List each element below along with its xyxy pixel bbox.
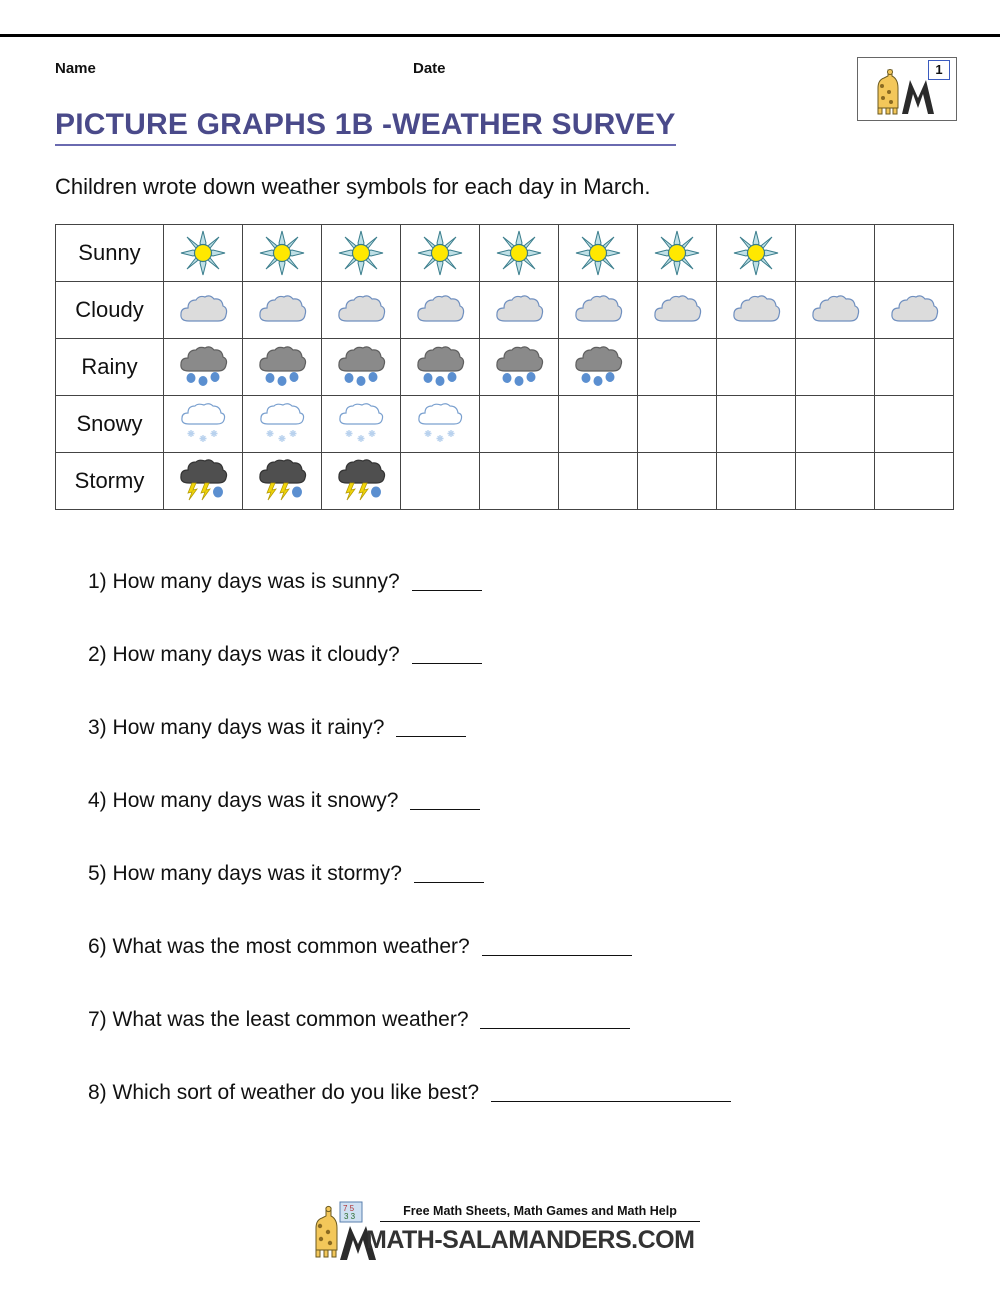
question-item xyxy=(88,1081,948,1105)
svg-text:7 5: 7 5 xyxy=(343,1204,355,1213)
empty-cell xyxy=(401,453,480,510)
cloud-icon xyxy=(414,293,466,327)
row-label-snowy: Snowy xyxy=(56,396,164,453)
storm-cell xyxy=(322,453,401,510)
answer-blank[interactable] xyxy=(482,955,632,956)
sun-icon xyxy=(180,230,226,276)
question-text: How many days was it stormy? xyxy=(112,862,402,885)
cloud-cell xyxy=(480,282,559,339)
snow-cell xyxy=(243,396,322,453)
answer-blank[interactable] xyxy=(410,809,480,810)
cloud-cell xyxy=(638,282,717,339)
empty-cell xyxy=(638,396,717,453)
footer-tagline: Free Math Sheets, Math Games and Math Help xyxy=(380,1204,700,1222)
rain-cell xyxy=(322,339,401,396)
rain-cell xyxy=(401,339,480,396)
empty-cell xyxy=(717,339,796,396)
level-number: 1 xyxy=(928,60,950,80)
table-row xyxy=(56,396,954,453)
snow-cloud-icon xyxy=(256,402,308,446)
rain-cell xyxy=(164,339,243,396)
question-text: What was the most common weather? xyxy=(112,935,470,958)
sun-icon xyxy=(575,230,621,276)
rain-cell xyxy=(480,339,559,396)
question-number: 3) xyxy=(88,716,107,739)
question-number: 6) xyxy=(88,935,107,958)
question-item xyxy=(88,716,948,740)
rain-cloud-icon xyxy=(256,345,308,389)
cloud-icon xyxy=(888,293,940,327)
brand-logo xyxy=(857,57,957,121)
question-item xyxy=(88,862,948,886)
sun-cell xyxy=(717,225,796,282)
cloud-icon xyxy=(809,293,861,327)
row-label-rainy: Rainy xyxy=(56,339,164,396)
question-text: How many days was it snowy? xyxy=(112,789,399,812)
sun-icon xyxy=(654,230,700,276)
cloud-icon xyxy=(177,293,229,327)
empty-cell xyxy=(480,396,559,453)
sun-icon xyxy=(417,230,463,276)
svg-text:3 3: 3 3 xyxy=(344,1212,356,1221)
rain-cloud-icon xyxy=(177,345,229,389)
question-item xyxy=(88,1008,948,1032)
footer-url[interactable]: MATH-SALAMANDERS.COM xyxy=(366,1226,695,1254)
cloud-icon xyxy=(730,293,782,327)
cloud-cell xyxy=(164,282,243,339)
cloud-icon xyxy=(256,293,308,327)
storm-cloud-icon xyxy=(177,459,229,503)
sun-cell xyxy=(243,225,322,282)
snow-cloud-icon xyxy=(414,402,466,446)
question-item xyxy=(88,935,948,959)
table-row xyxy=(56,282,954,339)
sun-cell xyxy=(559,225,638,282)
snow-cell xyxy=(401,396,480,453)
question-item xyxy=(88,789,948,813)
rain-cloud-icon xyxy=(414,345,466,389)
answer-blank[interactable] xyxy=(414,882,484,883)
empty-cell xyxy=(875,339,954,396)
snow-cloud-icon xyxy=(177,402,229,446)
empty-cell xyxy=(559,453,638,510)
question-text: How many days was it rainy? xyxy=(112,716,385,739)
answer-blank[interactable] xyxy=(396,736,466,737)
empty-cell xyxy=(796,396,875,453)
empty-cell xyxy=(638,453,717,510)
sun-cell xyxy=(322,225,401,282)
empty-cell xyxy=(875,396,954,453)
storm-cloud-icon xyxy=(256,459,308,503)
question-text: How many days was it cloudy? xyxy=(112,643,400,666)
cloud-icon xyxy=(335,293,387,327)
question-text: How many days was is sunny? xyxy=(112,570,400,593)
intro-text: Children wrote down weather symbols for each day in March. xyxy=(55,174,651,199)
empty-cell xyxy=(638,339,717,396)
sun-cell xyxy=(164,225,243,282)
sun-cell xyxy=(480,225,559,282)
storm-cloud-icon xyxy=(335,459,387,503)
questions-list xyxy=(88,570,948,1154)
cloud-cell xyxy=(401,282,480,339)
cloud-icon xyxy=(651,293,703,327)
question-item xyxy=(88,570,948,594)
cloud-cell xyxy=(875,282,954,339)
picture-graph-table xyxy=(55,224,954,510)
rain-cell xyxy=(559,339,638,396)
cloud-icon xyxy=(572,293,624,327)
page-title: PICTURE GRAPHS 1B -WEATHER SURVEY xyxy=(55,108,676,146)
sun-icon xyxy=(733,230,779,276)
table-row xyxy=(56,225,954,282)
rain-cell xyxy=(243,339,322,396)
cloud-icon xyxy=(493,293,545,327)
sun-icon xyxy=(496,230,542,276)
question-number: 8) xyxy=(88,1081,107,1104)
rain-cloud-icon xyxy=(572,345,624,389)
question-number: 1) xyxy=(88,570,107,593)
storm-cell xyxy=(243,453,322,510)
answer-blank[interactable] xyxy=(491,1101,731,1102)
empty-cell xyxy=(796,453,875,510)
question-number: 4) xyxy=(88,789,107,812)
top-divider xyxy=(0,34,1000,37)
row-label-sunny: Sunny xyxy=(56,225,164,282)
rain-cloud-icon xyxy=(493,345,545,389)
cloud-cell xyxy=(243,282,322,339)
question-item xyxy=(88,643,948,667)
answer-blank[interactable] xyxy=(412,663,482,664)
empty-cell xyxy=(875,225,954,282)
sun-icon xyxy=(338,230,384,276)
empty-cell xyxy=(717,453,796,510)
question-text: What was the least common weather? xyxy=(112,1008,469,1031)
row-label-stormy: Stormy xyxy=(56,453,164,510)
empty-cell xyxy=(717,396,796,453)
cloud-cell xyxy=(322,282,401,339)
date-label: Date xyxy=(413,60,446,77)
question-number: 7) xyxy=(88,1008,107,1031)
empty-cell xyxy=(875,453,954,510)
page-footer xyxy=(0,1190,1000,1273)
table-row xyxy=(56,453,954,510)
question-number: 5) xyxy=(88,862,107,885)
snow-cell xyxy=(322,396,401,453)
snow-cloud-icon xyxy=(335,402,387,446)
row-label-cloudy: Cloudy xyxy=(56,282,164,339)
storm-cell xyxy=(164,453,243,510)
question-text: Which sort of weather do you like best? xyxy=(112,1081,480,1104)
sun-cell xyxy=(401,225,480,282)
answer-blank[interactable] xyxy=(480,1028,630,1029)
name-label: Name xyxy=(55,60,96,77)
name-date-header xyxy=(55,60,855,80)
cloud-cell xyxy=(796,282,875,339)
empty-cell xyxy=(480,453,559,510)
empty-cell xyxy=(796,225,875,282)
cloud-cell xyxy=(559,282,638,339)
sun-cell xyxy=(638,225,717,282)
table-row xyxy=(56,339,954,396)
rain-cloud-icon xyxy=(335,345,387,389)
empty-cell xyxy=(559,396,638,453)
question-number: 2) xyxy=(88,643,107,666)
answer-blank[interactable] xyxy=(412,590,482,591)
sun-icon xyxy=(259,230,305,276)
cloud-cell xyxy=(717,282,796,339)
empty-cell xyxy=(796,339,875,396)
snow-cell xyxy=(164,396,243,453)
